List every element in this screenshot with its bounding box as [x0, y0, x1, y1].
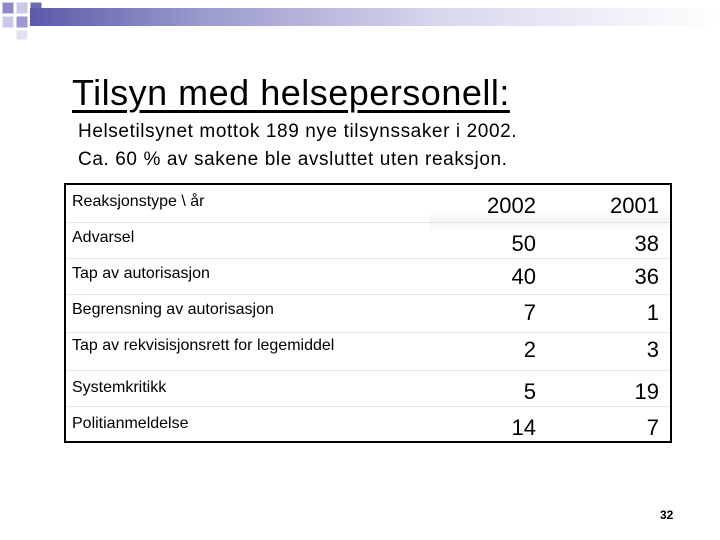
table-row	[66, 371, 670, 407]
table-header-row	[66, 185, 670, 223]
row-value-2001: 1	[646, 300, 659, 325]
row-label: Tap av autorisasjon	[72, 265, 210, 282]
table-row	[66, 407, 670, 441]
row-label: Tap av rekvisisjonsrett for legemiddel	[72, 337, 335, 354]
row-value-2001: 3	[646, 337, 659, 362]
row-value-2001: 7	[646, 415, 659, 440]
row-value-2002: 50	[511, 231, 536, 256]
reaction-table	[64, 183, 672, 443]
table-row	[66, 223, 670, 259]
row-value-2002: 40	[511, 264, 536, 289]
header-year-2001: 2001	[610, 193, 659, 218]
header-gradient-bar	[30, 8, 720, 26]
slide-subtitle	[78, 118, 517, 174]
row-value-2002: 7	[523, 300, 536, 325]
header-label: Reaksjonstype \ år	[72, 193, 205, 210]
row-value-2002: 14	[511, 415, 536, 440]
row-value-2002: 2	[523, 337, 536, 362]
table-row	[66, 259, 670, 295]
row-value-2001: 36	[634, 264, 659, 289]
table-row	[66, 295, 670, 333]
table-row	[66, 333, 670, 371]
page-number: 32	[660, 508, 674, 522]
slide-title: Tilsyn med helsepersonell:	[72, 72, 510, 113]
row-value-2001: 38	[634, 231, 659, 256]
row-label: Politianmeldelse	[72, 415, 189, 432]
header-year-2002: 2002	[487, 193, 536, 218]
subtitle-line-1: Helsetilsynet mottok 189 nye tilsynssaker i 2002.	[78, 121, 518, 142]
row-value-2001: 19	[634, 379, 659, 404]
row-label: Begrensning av autorisasjon	[72, 301, 274, 318]
subtitle-line-2: Ca. 60 % av sakene ble avsluttet uten reaksjon.	[78, 149, 508, 170]
row-label: Advarsel	[72, 229, 135, 246]
row-label: Systemkritikk	[72, 379, 167, 396]
table-body	[66, 185, 670, 441]
row-value-2002: 5	[523, 379, 536, 404]
